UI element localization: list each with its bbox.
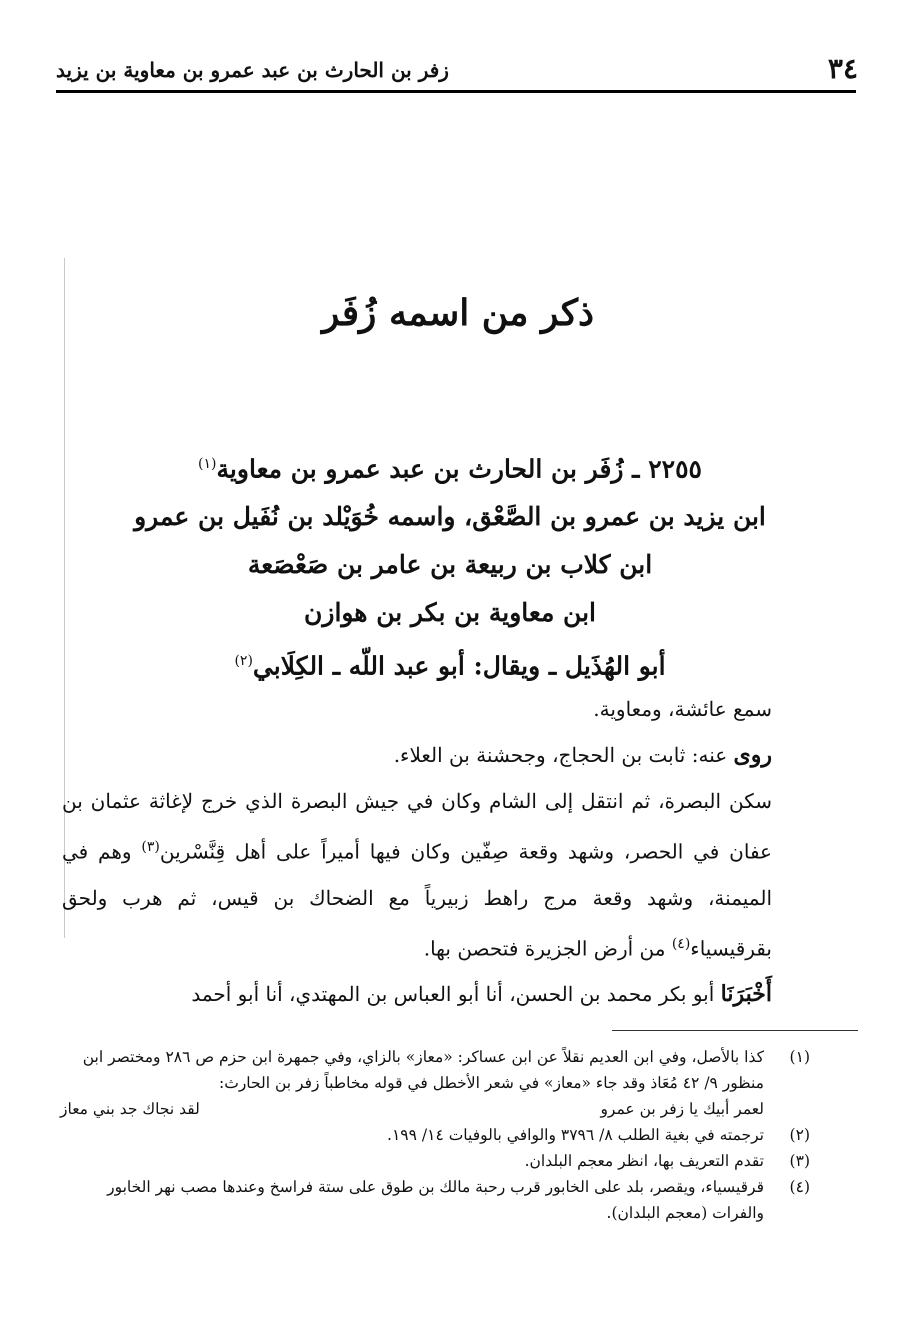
footnote-1 (60, 1044, 810, 1122)
entry-line-4: ابن معاوية بن بكر بن هوازن (304, 598, 596, 628)
footnote-4 (60, 1174, 810, 1226)
entry-line-2: ابن يزيد بن عمرو بن الصَّعْق، واسمه خُوَيْلد بن نُفَيل بن عمرو (134, 502, 766, 532)
entry-line-5-text: أبو الهُذَيل ـ ويقال: أبو عبد اللّه ـ الكِلَابي (252, 651, 666, 681)
footnote-text: قرقيسياء، ويقصر، بلد على الخابور قرب رحبة مالك بن طوق على ستة فراسخ وعندها مصب نهر الخابور والفرات (معجم البلدان). (107, 1178, 764, 1222)
footnote-rule (612, 1030, 858, 1031)
footnote-text: ترجمته في بغية الطلب ٨/ ٣٧٩٦ والوافي بالوفيات ١٤/ ١٩٩. (387, 1126, 764, 1144)
footnote-number: (٣) (789, 1152, 810, 1170)
entry-line-3: ابن كلاب بن ربيعة بن عامر بن صَعْصَعة (247, 550, 653, 580)
verse-first-hemistich: لعمر أبيك يا زفر بن عمرو (600, 1100, 764, 1118)
footnotes (60, 1044, 810, 1226)
entry-line-5 (100, 637, 800, 690)
footnote-ref-1[interactable]: (١) (198, 456, 217, 472)
entry-line-1 (100, 440, 800, 493)
narrated-label: روى (733, 742, 772, 768)
footnote-ref-2[interactable]: (٢) (234, 653, 253, 670)
heard-from-line: سمع عائشة، ومعاوية. (593, 697, 772, 721)
entry-line-1-text: ٢٢٥٥ ـ زُفَر بن الحارث بن عبد عمرو بن معاوية (216, 454, 702, 484)
footnote-number: (٤) (789, 1178, 810, 1196)
paragraph-part-1: سكن البصرة، ثم انتقل إلى الشام وكان في جيش البصرة الذي خرج لإغاثة عثمان بن عفان في الحصر، وشهد وقعة صِفّين وكان فيها أميراً على أهل قِنَّسْرين (62, 789, 772, 864)
footnote-ref-3[interactable]: (٣) (141, 839, 160, 855)
footnote-text: كذا بالأصل، وفي ابن العديم نقلاً عن ابن عساكر: «معاز» بالزاي، وفي جمهرة ابن حزم ص ٢٨٦ ومختصر ابن منظور ٩/ ٤٢ مُعَاذ وقد جاء «معاز» في شعر الأخطل في قوله مخاطباً زفر بن الحارث: (82, 1048, 764, 1092)
footnote-number: (٢) (789, 1126, 810, 1144)
paragraph-part-2: وهم في الميمنة، وشهد وقعة مرج راهط زبيرياً مع الضحاك بن قيس، ثم هرب ولحق بقرقيسياء (62, 839, 772, 961)
footnote-verse (60, 1096, 764, 1122)
akhbarana-label: أَخْبَرَنَا (720, 981, 772, 1008)
running-title: زفر بن الحارث بن عبد عمرو بن معاوية بن يزيد (56, 58, 449, 82)
footnote-text: تقدم التعريف بها، انظر معجم البلدان. (524, 1152, 764, 1170)
paragraph-part-3: من أرض الجزيرة فتحصن بها. (423, 936, 672, 961)
biography-entry-heading (100, 440, 800, 691)
narrated-text: عنه: ثابت بن الحجاج، وجحشنة بن العلاء. (393, 743, 734, 767)
narrated-line (62, 732, 812, 778)
footnote-ref-4[interactable]: (٤) (671, 935, 691, 952)
section-heading: ذكر من اسمه زُفَر (321, 292, 595, 334)
biography-paragraph (62, 778, 812, 971)
header-rule (56, 90, 856, 93)
verse-second-hemistich: لقد نجاك جد بني معاز (60, 1100, 200, 1118)
isnad-line (62, 971, 812, 1017)
footnote-2 (60, 1122, 810, 1148)
isnad-text: أبو بكر محمد بن الحسن، أنا أبو العباس بن المهتدي، أنا أبو أحمد (191, 982, 721, 1007)
footnote-number: (١) (789, 1048, 810, 1066)
page-number: ٣٤ (827, 52, 858, 85)
body-text (62, 686, 812, 1017)
footnote-body (60, 1044, 764, 1122)
footnote-3 (60, 1148, 810, 1174)
